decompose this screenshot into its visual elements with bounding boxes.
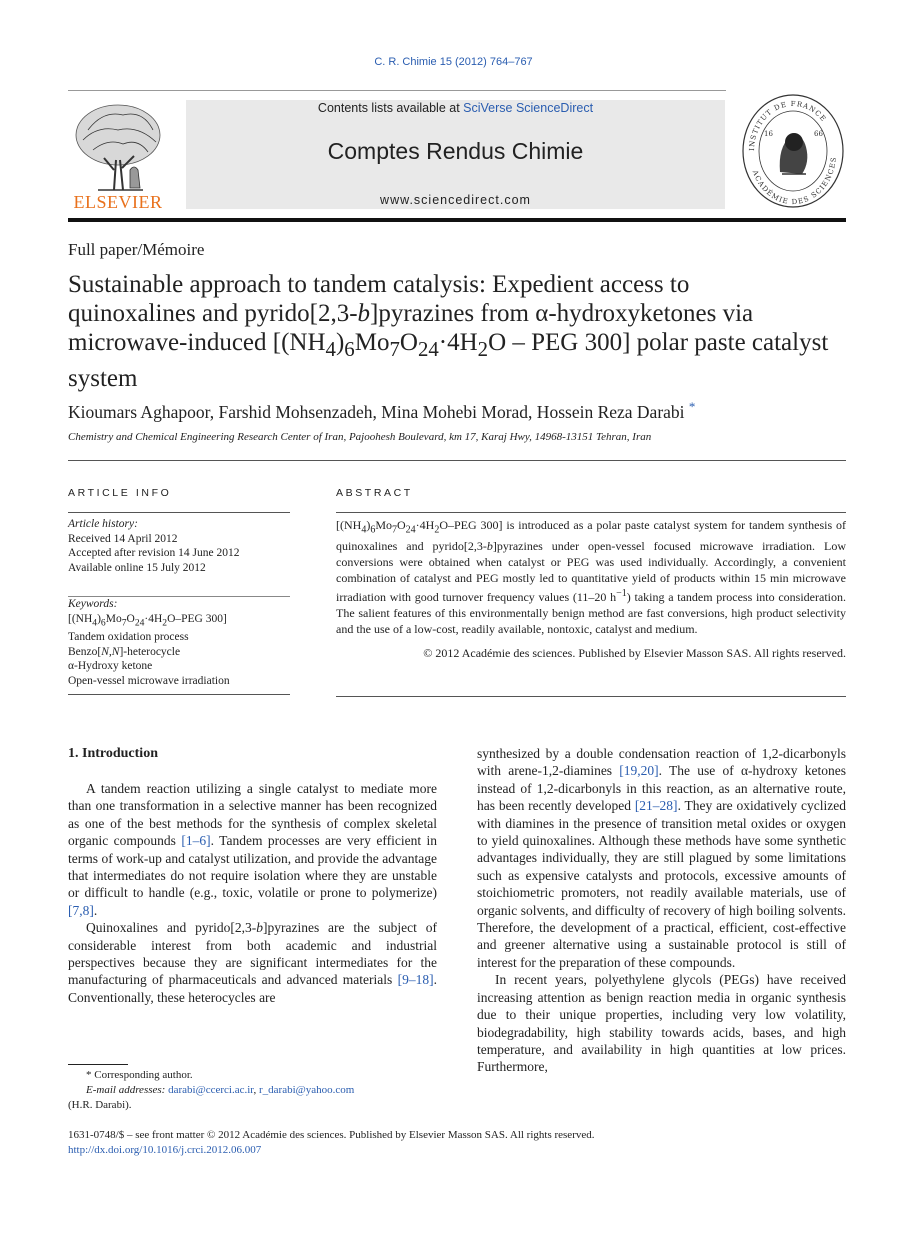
email-link[interactable]: darabi@ccerci.ac.ir: [168, 1084, 254, 1096]
issn-line: 1631-0748/$ – see front matter © 2012 Académie des sciences. Published by Elsevier Masson SAS. All rights reserved.: [68, 1129, 595, 1141]
body-column-right: [477, 745, 846, 1076]
reference-link[interactable]: [1–6]: [181, 833, 211, 849]
abstract-rule: [336, 512, 846, 513]
header-thick-rule: [68, 218, 846, 222]
seal-bottom-text: ACADÉMIE DES SCIENCES: [750, 155, 839, 207]
email-link[interactable]: r_darabi@yahoo.com: [259, 1084, 355, 1096]
article-title: Sustainable approach to tandem catalysis: Expedient access to quinoxalines and pyrido[2,3-b]pyrazines from α-hydroxyketones via microwave-induced [$(NH_4)_6Mo_7O_{24}\cdot 4H_2O$ – PEG 300] polar paste catalyst system: [68, 271, 829, 392]
publisher-logo-text: ELSEVIER: [73, 192, 163, 212]
corresponding-author-mark[interactable]: *: [688, 399, 696, 414]
journal-title: Comptes Rendus Chimie: [327, 138, 584, 164]
article-info-rule: [68, 512, 290, 513]
affiliation: Chemistry and Chemical Engineering Research Center of Iran, Pajoohesh Boulevard, km 17, Karaj Hwy, 14968-13151 Tehran, Iran: [68, 431, 652, 443]
article-type: Full paper/Mémoire: [68, 240, 205, 259]
abstract-copyright: © 2012 Académie des sciences. Published by Elsevier Masson SAS. All rights reserved.: [423, 646, 846, 660]
seal-year-right: 66: [814, 130, 823, 138]
seal-top-text: INSTITUT DE FRANCE: [747, 99, 828, 152]
article-history: Article history: Received 14 April 2012 Accepted after revision 14 June 2012 Available online 15 July 2012: [68, 518, 240, 574]
reference-link[interactable]: [7,8]: [68, 902, 94, 918]
academie-seal-icon: [740, 92, 846, 210]
front-matter: [68, 1128, 848, 1158]
doi-link[interactable]: http://dx.doi.org/10.1016/j.crci.2012.06.007: [68, 1144, 262, 1156]
abstract-heading: ABSTRACT: [336, 487, 413, 499]
abstract-bottom-rule: [336, 696, 846, 697]
article-info-bottom-rule: [68, 694, 290, 695]
sciencedirect-link[interactable]: SciVerse ScienceDirect: [463, 101, 594, 115]
body-column-left: [68, 780, 437, 1006]
reference-link[interactable]: [21–28]: [634, 798, 678, 814]
journal-reference[interactable]: C. R. Chimie 15 (2012) 764–767: [374, 56, 533, 68]
header-top-rule: [68, 90, 726, 91]
title-rule: [68, 460, 846, 461]
article-info-heading: ARTICLE INFO: [68, 487, 172, 499]
reference-link[interactable]: [19,20]: [619, 763, 659, 779]
footnote-rule: [68, 1064, 128, 1065]
seal-year-left: 16: [764, 130, 773, 138]
paragraph: Quinoxalines and pyrido[2,3-b]pyrazines are the subject of considerable interest from both academic and industrial perspectives because they are significant intermediates for the manufacturing of pharmaceuticals and advanced materials [9–18]. Conventionally, these heterocycles are: [68, 920, 437, 1005]
reference-link[interactable]: [9–18]: [397, 972, 434, 988]
contents-prefix: Contents lists available at: [317, 101, 464, 115]
contents-available-line: [186, 101, 725, 115]
corresponding-author-footnote: * Corresponding author. E-mail addresses: darabi@ccerci.ac.ir, r_darabi@yahoo.com (H.R. Darabi).: [68, 1069, 355, 1111]
journal-url[interactable]: www.sciencedirect.com: [380, 193, 531, 207]
paragraph: In recent years, polyethylene glycols (PEGs) have received increasing attention as benign reaction media in organic synthesis due to their unique properties, including very low volatility, biodegradability, high stability towards acids, bases, and high temperature, and availability in high quantities at low prices. Furthermore,: [477, 972, 846, 1075]
introduction-heading: 1. Introduction: [68, 746, 158, 761]
paragraph: A tandem reaction utilizing a single catalyst to mediate more than one transformation in a selective manner has been recognized as one of the best methods for the synthesis of complex skeletal organic compounds [1–6]. Tandem processes are very efficient in terms of work-up and catalyst utilization, and provide the advantage that intermediates do not require isolation where they are unstable or difficult to handle (e.g., toxic, volatile or prone to polymerize) [7,8].: [68, 781, 437, 918]
author-list: Kioumars Aghapoor, Farshid Mohsenzadeh, Mina Mohebi Morad, Hossein Reza Darabi *: [68, 399, 696, 422]
keywords: Keywords: [$(NH_4)_6Mo_7O_{24}\cdot 4H_2O$–PEG 300] Tandem oxidation process Benzo[N,N]-heterocycle α-Hydroxy ketone Open-vessel microwave irradiation: [68, 598, 230, 687]
abstract-text: [$(NH_4)_6Mo_7O_{24}\cdot 4H_2O$–PEG 300] is introduced as a polar paste catalyst system for tandem synthesis of quinoxalines and pyrido[2,3-b]pyrazines under open-vessel focused microwave irradiation. Low conversions were obtained when catalyst or PEG was used individually. Accordingly, a convenient combination of catalyst and PEG mostly led to quantitative yield of products within 15 min microwave irradiation with good turnover frequency values (11–20 $h^{-1}$) taking a tandem process into consideration. The salient features of this environmentally benign method are fast conversions, high product selectivity and the use of a low-cost, readily available, nontoxic, catalyst and medium.: [336, 518, 846, 637]
paragraph: synthesized by a double condensation reaction of 1,2-dicarbonyls with arene-1,2-diamines [19,20]. The use of α-hydroxy ketones instead of 1,2-dicarbonyls in this reaction, as an alternative route, has been recently developed [21–28]. They are oxidatively cyclized with diamines in the presence of transition metal oxides or oxygen to yield quinoxalines. Although these methods have some synthetic advantages individually, they are still plagued by some limitations such as expensive catalysts and protocols, excessive amounts of stoichiometric promoters, not readily available materials, use of organic solvents, and difficulty of recovery of high boiling solvents. Therefore, the development of a practical, efficient, cost-effective and greener alternative using a sustainable protocol is still of interest for the preparation of these compounds.: [477, 746, 846, 970]
